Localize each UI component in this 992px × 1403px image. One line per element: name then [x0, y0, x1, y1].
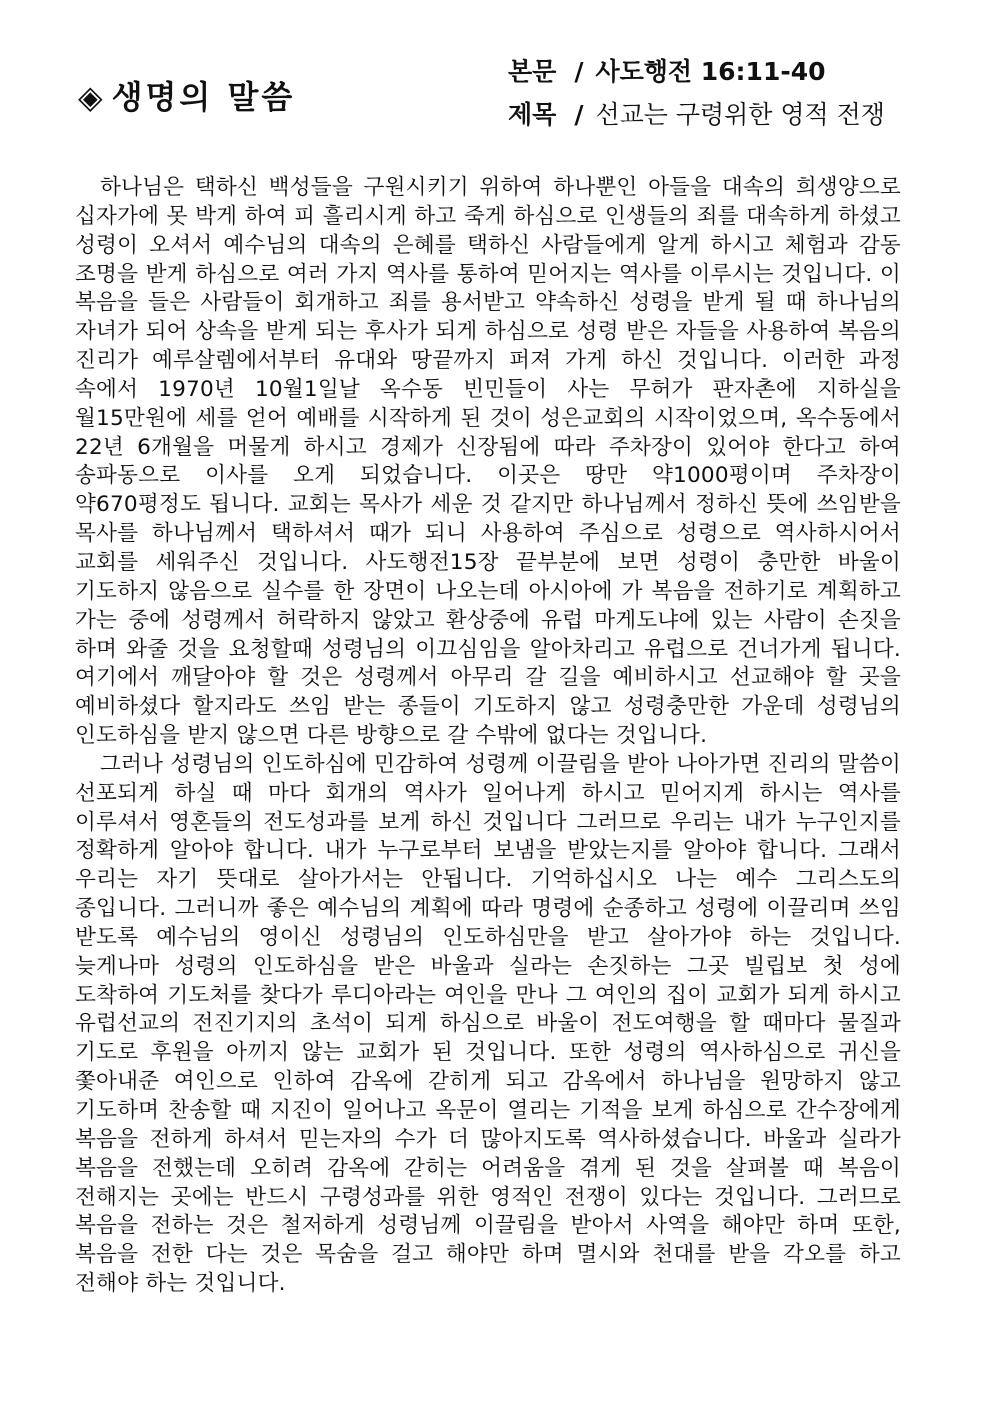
section-title-text: 생명의 말씀 — [111, 78, 296, 116]
diamond-bullet-icon: ◈ — [78, 78, 106, 116]
paragraph: 하나님은 택하신 백성들을 구원시키기 위하여 하나뿐인 아들을 대속의 희생양으로 십자가에 못 박게 하여 피 흘리시게 하고 죽게 하심으로 인생들의 죄를 대속하게 하셨고 성령이 오셔서 예수님의 대속의 은혜를 택하신 사람들에게 알게 하시고 체험과 감동 조명을 받게 하심으로 여러 가지 역사를 통하여 믿어지는 역사를 이루시는 것입니다. 이 복음을 들은 사람들이 회개하고 죄를 용서받고 약속하신 성령을 받게 될 때 하나님의 자녀가 되어 상속을 받게 되는 후사가 되게 하심으로 성령 받은 자들을 사용하여 복음의 진리가 예루살렘에서부터 유대와 땅끝까지 퍼져 가게 하신 것입니다. 이러한 과정 속에서 1970년 10월1일날 옥수동 빈민들이 사는 무허가 판자촌에 지하실을 월15만원에 세를 얻어 예배를 시작하게 된 것이 성은교회의 시작이었으며, 옥수동에서 22년 6개월을 머물게 하시고 경제가 신장됨에 따라 주차장이 있어야 한다고 하여 송파동으로 이사를 오게 되었습니다. 이곳은 땅만 약1000평이며 주차장이 약670평정도 됩니다. 교회는 목사가 세운 것 같지만 하나님께서 정하신 뜻에 쓰임받을 목사를 하나님께서 택하셔서 때가 되니 사용하여 주심으로 성령으로 역사하시어서 교회를 세워주신 것입니다. 사도행전15장 끝부분에 보면 성령이 충만한 바울이 기도하지 않음으로 실수를 한 장면이 나오는데 아시아에 가 복음을 전하기로 계획하고 가는 중에 성령께서 허락하지 않았고 환상중에 유럽 마게도냐에 있는 사람이 손짓을 하며 와줄 것을 요청할때 성령님의 이끄심임을 알아차리고 유럽으로 건너가게 됩니다. 여기에서 깨달아야 할 것은 성령께서 아무리 갈 길을 예비하시고 선교해야 할 곳을 예비하셨다 할지라도 쓰임 받는 종들이 기도하지 않고 성령충만한 가운데 성령님의 인도하심을 받지 않으면 다른 방향으로 갈 수밖에 없다는 것입니다. — [75, 175, 901, 749]
paragraph: 그러나 성령님의 인도하심에 민감하여 성령께 이끌림을 받아 나아가면 진리의 말씀이 선포되게 하실 때 마다 회개의 역사가 일어나게 하시고 믿어지게 하시는 역사를 이루셔서 영혼들의 전도성과를 보게 하신 것입니다 그러므로 우리는 내가 누구인지를 정확하게 알아야 합니다. 내가 누구로부터 보냄을 받았는지를 알아야 합니다. 그래서 우리는 자기 뜻대로 살아가서는 안됩니다. 기억하십시오 나는 예수 그리스도의 종입니다. 그러니까 좋은 예수님의 계획에 따라 명령에 순종하고 성령에 이끌리며 쓰임 받도록 예수님의 영이신 성령님의 인도하심만을 받고 살아가야 하는 것입니다. 늦게나마 성령의 인도하심을 받은 바울과 실라는 손짓하는 그곳 빌립보 첫 성에 도착하여 기도처를 찾다가 루디아라는 여인을 만나 그 여인의 집이 교회가 되게 하시고 유럽선교의 전진기지의 초석이 되게 하심으로 바울이 전도여행을 할 때마다 물질과 기도로 후원을 아끼지 않는 교회가 된 것입니다. 또한 성령의 역사하심으로 귀신을 쫓아내준 여인으로 인하여 감옥에 갇히게 되고 감옥에서 하나님을 원망하지 않고 기도하며 찬송할 때 지진이 일어나고 옥문이 열리는 기적을 보게 하심으로 간수장에게 복음을 전하게 하셔서 믿는자의 수가 더 많아지도록 역사하셨습니다. 바울과 실라가 복음을 전했는데 오히려 감옥에 갇히는 어려움을 겪게 된 것을 살펴볼 때 복음이 전해지는 곳에는 반드시 구령성과를 위한 영적인 전쟁이 있다는 것입니다. 그러므로 복음을 전하는 것은 철저하게 성령님께 이끌림을 받아서 사역을 해야만 하며 또한, 복음을 전한 다는 것은 목숨을 걸고 해야만 하며 멸시와 천대를 받을 각오를 하고 전해야 하는 것입니다. — [75, 751, 901, 1297]
sermon-title: 선교는 구령위한 영적 전쟁 — [595, 100, 885, 129]
passage-row — [508, 50, 885, 93]
sermon-meta — [508, 50, 885, 136]
separator: / — [574, 57, 584, 86]
passage-label: 본문 — [508, 57, 557, 86]
title-row — [508, 93, 885, 136]
separator: / — [574, 100, 584, 129]
passage-value: 사도행전 16:11-40 — [595, 57, 826, 86]
section-title — [78, 72, 295, 118]
title-label: 제목 — [508, 100, 557, 129]
sermon-body — [75, 174, 901, 1299]
